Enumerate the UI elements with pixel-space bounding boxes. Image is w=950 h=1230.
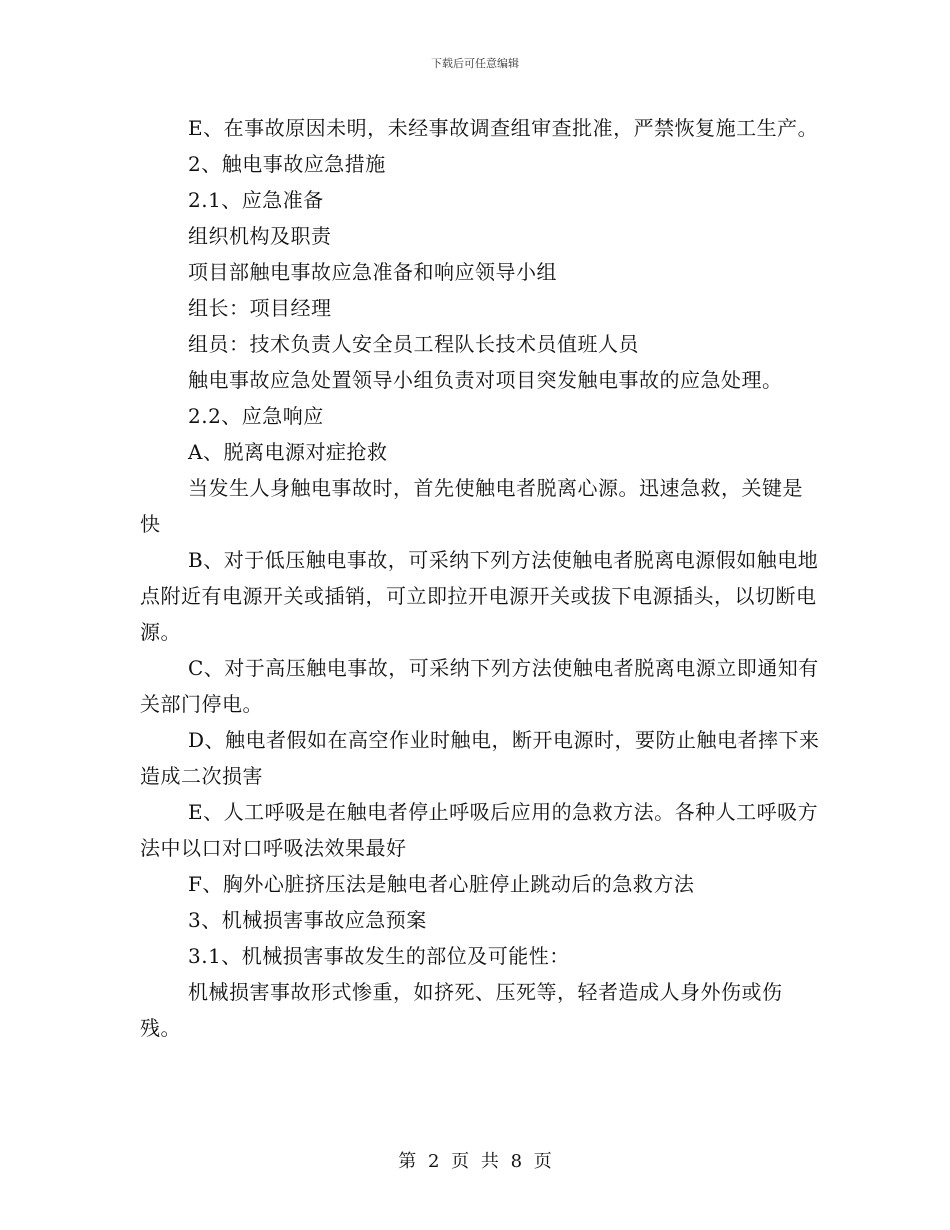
paragraph: 组员：技术负责人安全员工程队长技术员值班人员: [188, 332, 639, 356]
paragraph: E、人工呼吸是在触电者停止呼吸后应用的急救方法。各种人工呼吸方法中以口对口呼吸法效果最好: [140, 800, 819, 860]
paragraph: 触电事故应急处置领导小组负责对项目突发触电事故的应急处理。: [188, 368, 783, 392]
paragraph: 机械损害事故形式惨重，如挤死、压死等，轻者造成人身外伤或伤残。: [140, 980, 783, 1040]
paragraph: C、对于高压触电事故，可采纳下列方法使触电者脱离电源立即通知有关部门停电。: [140, 656, 819, 716]
subsection-heading: 2.2、应急响应: [188, 404, 324, 428]
document-body: [140, 110, 820, 1046]
page-header-note: 下载后可任意编辑: [431, 57, 519, 70]
section-heading: 3、机械损害事故应急预案: [188, 908, 427, 932]
subsection-heading: 3.1、机械损害事故发生的部位及可能性：: [188, 944, 570, 968]
section-heading: 2、触电事故应急措施: [188, 152, 386, 176]
paragraph: 当发生人身触电事故时，首先使触电者脱离心源。迅速急救，关键是快: [140, 476, 803, 536]
page-number: 第 2 页 共 8 页: [398, 1151, 552, 1172]
paragraph: E、在事故原因未明，未经事故调查组审查批准，严禁恢复施工生产。: [188, 116, 819, 140]
paragraph: 组织机构及职责: [188, 224, 332, 248]
paragraph: F、胸外心脏挤压法是触电者心脏停止跳动后的急救方法: [188, 872, 695, 896]
paragraph: B、对于低压触电事故，可采纳下列方法使触电者脱离电源假如触电地点附近有电源开关或插销，可立即拉开电源开关或拔下电源插头，以切断电源。: [140, 548, 819, 644]
paragraph: A、脱离电源对症抢救: [188, 440, 388, 464]
subsection-heading: 2.1、应急准备: [188, 188, 324, 212]
paragraph: 项目部触电事故应急准备和响应领导小组: [188, 260, 557, 284]
paragraph: D、触电者假如在高空作业时触电，断开电源时，要防止触电者摔下来造成二次损害: [140, 728, 820, 788]
paragraph: 组长：项目经理: [188, 296, 332, 320]
